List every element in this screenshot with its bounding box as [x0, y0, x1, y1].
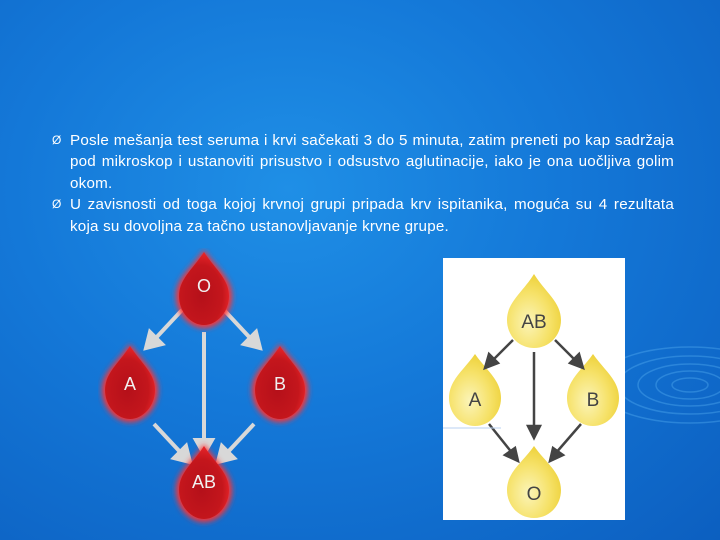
- drop-label-b: B: [273, 374, 286, 394]
- blood-group-diagram-red: [98, 248, 318, 528]
- bullet-item: [52, 194, 674, 237]
- bullet-item: [52, 130, 674, 194]
- bullet-text: Posle mešanja test seruma i krvi sačekati 3 do 5 minuta, zatim preneti po kap sadržaja pod mikroskop i ustanoviti prisustvo i odsustvo aglutinacije, iako je ona uočljiva golim okom.: [70, 132, 674, 192]
- arrow-a-to-ab: [154, 424, 182, 454]
- arrow-b-to-ab: [226, 424, 254, 454]
- drop-label-a: A: [123, 374, 136, 394]
- bullet-arrow-icon: Ø: [52, 197, 62, 212]
- yellow-drop-diagram-graphic: [443, 258, 625, 520]
- arrow-b-to-o: [555, 424, 581, 454]
- drop-label-o: O: [526, 484, 542, 505]
- drop-label-a: A: [468, 390, 482, 411]
- drop-label-ab: AB: [521, 312, 547, 333]
- arrow-o-to-a: [154, 310, 182, 340]
- bullet-arrow-icon: Ø: [52, 133, 62, 147]
- drop-ab-yellow: [507, 274, 561, 348]
- bullet-text: U zavisnosti od toga kojoj krvnoj grupi pripada krv ispitanika, moguća su 4 rezultata koja su dovoljna za tačno ustanovljavanje krvne grupe.: [70, 196, 674, 235]
- bullet-list: [52, 130, 674, 237]
- drop-label-o: O: [196, 276, 211, 296]
- arrow-o-to-b: [224, 310, 252, 340]
- drop-label-ab: AB: [191, 472, 216, 492]
- blood-group-diagram-yellow: [443, 258, 625, 520]
- drop-label-b: B: [586, 390, 600, 411]
